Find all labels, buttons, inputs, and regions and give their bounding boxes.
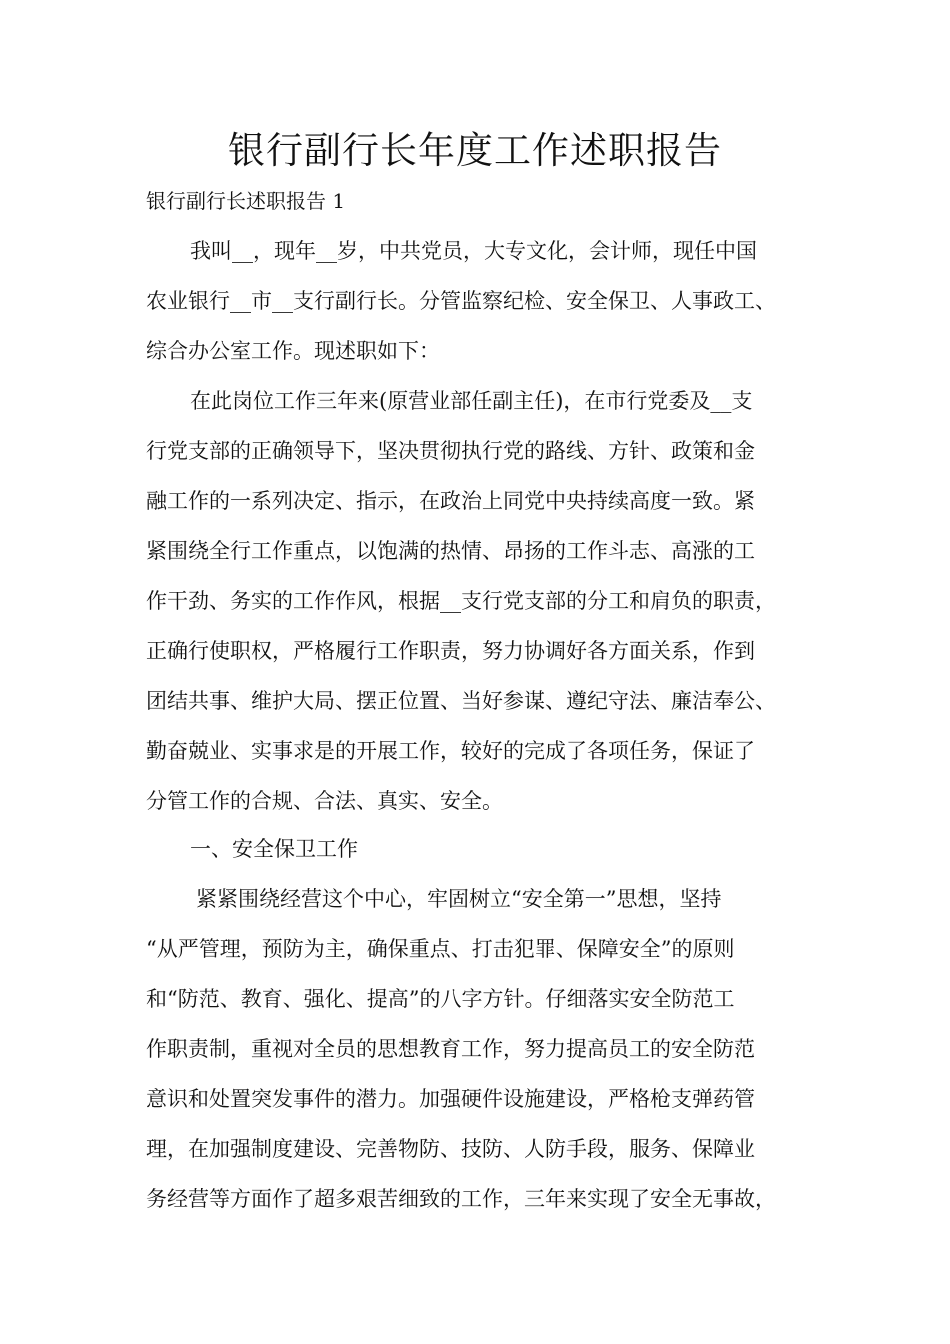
- document-subtitle: 银行副行长述职报告 1: [146, 189, 346, 213]
- text-line: 务经营等方面作了超多艰苦细致的工作，三年来实现了安全无事故，: [146, 1187, 776, 1211]
- text-line: 综合办公室工作。现述职如下：: [146, 339, 440, 363]
- text-line: 理，在加强制度建设、完善物防、技防、人防手段，服务、保障业: [146, 1137, 755, 1161]
- text-line: 我叫__，现年__岁，中共党员，大专文化，会计师，现任中国: [190, 239, 757, 263]
- text-line: 农业银行__市__支行副行长。分管监察纪检、安全保卫、人事政工、: [146, 289, 776, 313]
- text-line: 紧紧围绕经营这个中心，牢固树立“安全第一”思想，坚持: [196, 887, 722, 911]
- text-line: 行党支部的正确领导下，坚决贯彻执行党的路线、方针、政策和金: [146, 439, 755, 463]
- text-line: 勤奋兢业、实事求是的开展工作，较好的完成了各项任务，保证了: [146, 739, 755, 763]
- text-line: 和“防范、教育、强化、提高”的八字方针。仔细落实安全防范工: [146, 987, 735, 1011]
- text-line: 意识和处置突发事件的潜力。加强硬件设施建设，严格枪支弹药管: [146, 1087, 755, 1111]
- text-line: 在此岗位工作三年来(原营业部任副主任)，在市行党委及__支: [190, 389, 753, 413]
- text-line: 分管工作的合规、合法、真实、安全。: [146, 789, 503, 813]
- text-line: 融工作的一系列决定、指示，在政治上同党中央持续高度一致。紧: [146, 489, 755, 513]
- section-heading: 一、安全保卫工作: [190, 837, 358, 861]
- text-line: 紧围绕全行工作重点，以饱满的热情、昂扬的工作斗志、高涨的工: [146, 539, 755, 563]
- text-line: 作干劲、务实的工作作风，根据__支行党支部的分工和肩负的职责，: [146, 589, 776, 613]
- text-line: “从严管理，预防为主，确保重点、打击犯罪、保障安全”的原则: [146, 937, 735, 961]
- text-line: 团结共事、维护大局、摆正位置、当好参谋、遵纪守法、廉洁奉公、: [146, 689, 776, 713]
- text-line: 正确行使职权，严格履行工作职责，努力协调好各方面关系，作到: [146, 639, 755, 663]
- document-title: 银行副行长年度工作述职报告: [228, 129, 722, 172]
- text-line: 作职责制，重视对全员的思想教育工作，努力提高员工的安全防范: [146, 1037, 755, 1061]
